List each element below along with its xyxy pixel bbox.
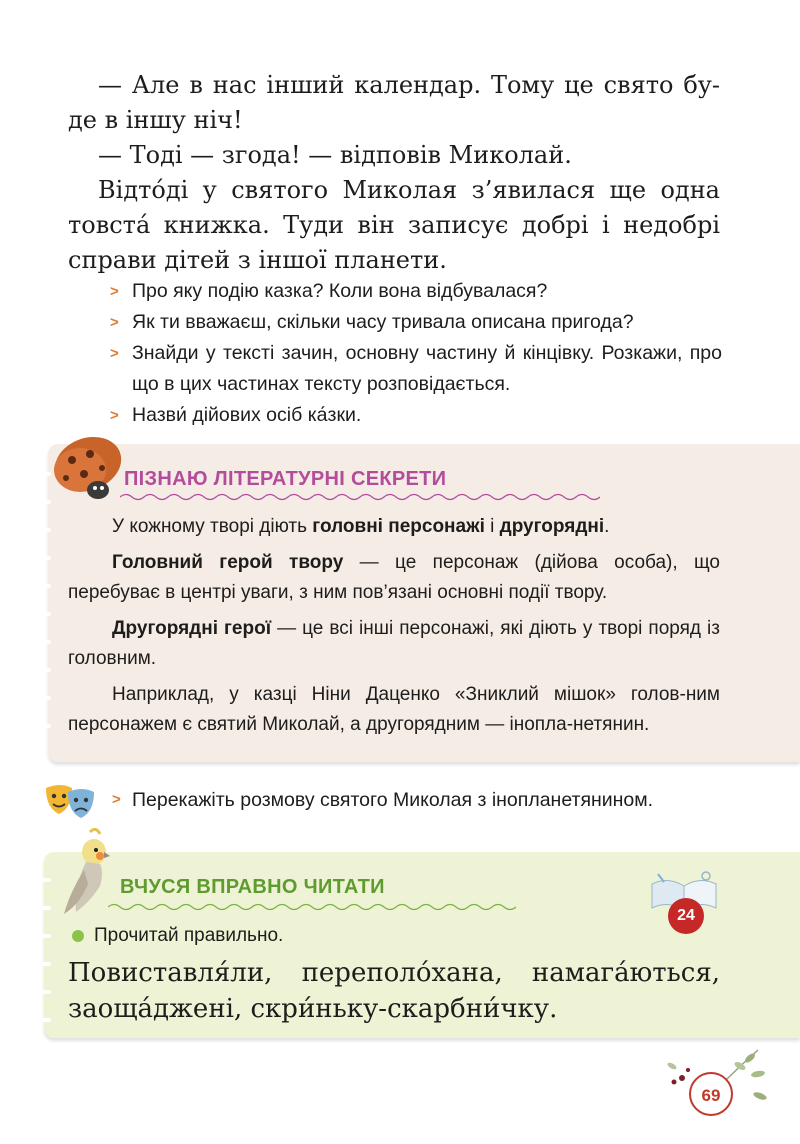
arrow-icon: >	[110, 283, 119, 300]
question-item: > Назви́ дійових осіб ка́зки.	[106, 400, 722, 431]
story-text	[68, 68, 720, 278]
secrets-paragraph: Другорядні герої — це всі інші персонажі, які діють у творі поряд із головним.	[68, 618, 720, 669]
secrets-paragraph: У кожному творі діють головні персонажі і другорядні.	[112, 516, 610, 537]
wavy-underline	[108, 902, 520, 912]
bullet-dot-icon	[72, 930, 84, 942]
reading-practice-title: ВЧУСЯ ВПРАВНО ЧИТАТИ	[120, 876, 385, 898]
reading-instruction: Прочитай правильно.	[72, 925, 283, 947]
arrow-icon: >	[110, 407, 119, 424]
question-item: > Про яку подію казка? Коли вона відбувалася?	[106, 276, 722, 307]
exercise-number-badge: 24	[668, 898, 704, 934]
literary-secrets-text	[68, 512, 720, 746]
theatre-masks-icon	[42, 782, 98, 820]
retell-task: Перекажіть розмову святого Миколая з інопланетянином.	[132, 789, 654, 811]
reading-words: Повиставля́ли, переполо́хана, намага́ються, заоща́джені, скри́ньку-скарбни́чку.	[68, 958, 720, 1024]
wavy-underline	[120, 492, 600, 502]
secrets-paragraph: Наприклад, у казці Ніни Даценко «Зниклий мішок» голов-ним персонажем є святий Миколай, а другорядним — інопла-нетянин.	[68, 684, 720, 735]
arrow-icon: >	[110, 345, 119, 362]
question-item: > Знайди у тексті зачин, основну частину й кінцівку. Розкажи, про що в цих частинах тексту розповідається.	[106, 338, 722, 400]
story-line: — Тоді — згода! — відповів Миколай.	[98, 141, 572, 169]
ladybug-icon	[44, 430, 126, 502]
secrets-paragraph: Головний герой твору — це персонаж (дійова особа), що перебуває в центрі уваги, з ним пов’язані основні події твору.	[68, 552, 720, 603]
literary-secrets-title: ПІЗНАЮ ЛІТЕРАТУРНІ СЕКРЕТИ	[124, 468, 447, 490]
page-number: 69	[689, 1072, 733, 1116]
arrow-icon: >	[110, 314, 119, 331]
question-item: > Як ти вважаєш, скільки часу тривала описана пригода?	[106, 307, 722, 338]
questions-list	[106, 276, 722, 431]
story-line: — Але в нас інший календар. Тому це свято бу-де в іншу ніч!	[68, 71, 720, 134]
story-line: Відто́ді у святого Миколая з’явилася ще одна товста́ книжка. Туди він записує добрі і недобрі справи дітей з іншої планети.	[68, 176, 720, 274]
arrow-icon: >	[112, 791, 121, 808]
